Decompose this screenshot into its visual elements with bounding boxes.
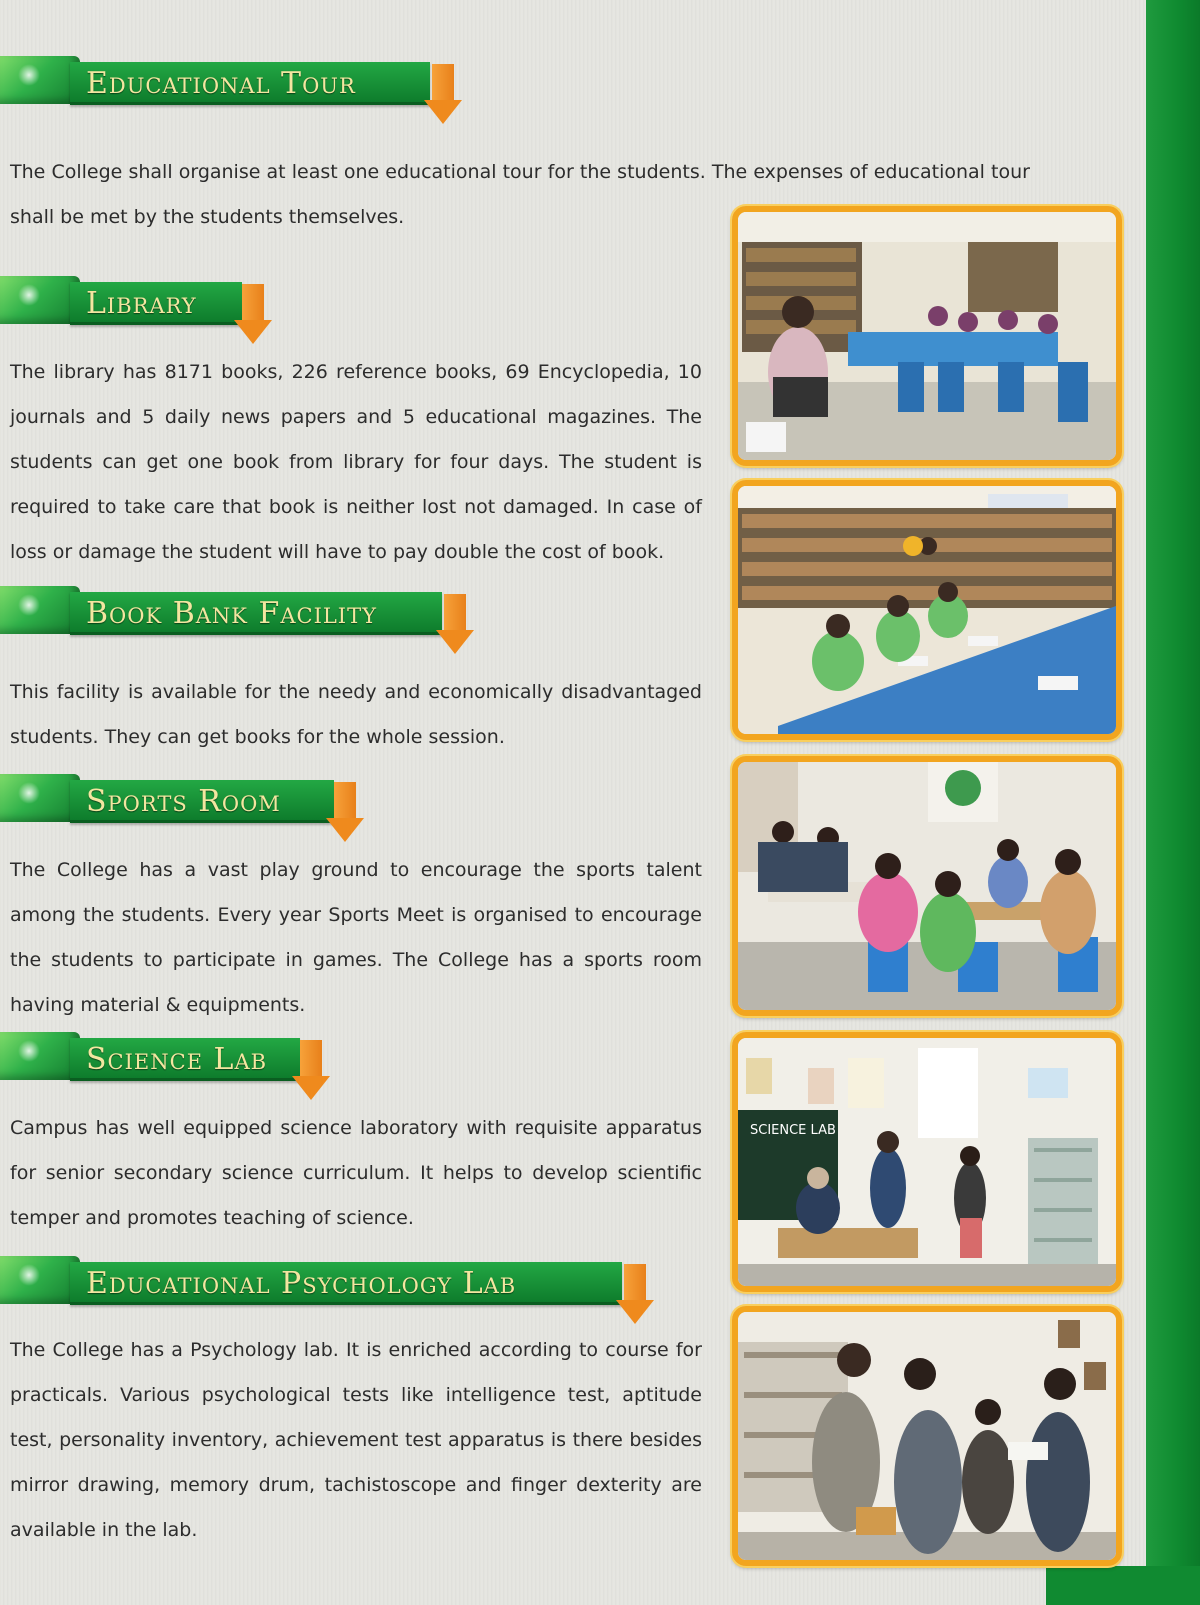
- orange-arrow-down-icon: [424, 100, 462, 124]
- section-text-book-bank: This facility is available for the needy and economically disadvantaged students. They can get books for the whole session.: [10, 681, 702, 748]
- orange-arrow-down-icon: [436, 630, 474, 654]
- section-banner-science-lab: [0, 1030, 340, 1082]
- orange-arrow-down-icon: [292, 1076, 330, 1100]
- section-banner-psychology-lab: [0, 1254, 660, 1306]
- section-text-psychology-lab: The College has a Psychology lab. It is enriched according to course for practicals. Various psychological tests like intelligence test, aptitude test, personality inventory, achievement test apparatus is there besides mirror drawing, memory drum, tachistoscope and finger dexterity are available in the lab.: [10, 1339, 702, 1541]
- photo-library-reading: [732, 206, 1122, 466]
- green-cube-icon: [0, 774, 80, 822]
- orange-arrow-down-icon: [234, 320, 272, 344]
- section-title: Educational Psychology Lab: [86, 1266, 517, 1301]
- section-banner-educational-tour: [0, 54, 470, 106]
- photo-psychology-lab: [732, 1306, 1122, 1566]
- green-cube-icon: [0, 586, 80, 634]
- green-cube-icon: [0, 276, 80, 324]
- orange-arrow-down-icon: [616, 1300, 654, 1324]
- section-banner-sports-room: [0, 772, 370, 824]
- green-side-strip: [1146, 0, 1200, 1605]
- section-banner-library: [0, 274, 280, 326]
- section-text-library: The library has 8171 books, 226 reference books, 69 Encyclopedia, 10 journals and 5 daily news papers and 5 educational magazines. The students can get one book from library for four days. The student is required to take care that book is neither lost not damaged. In case of loss or damage the student will have to pay double the cost of book.: [10, 361, 702, 563]
- section-banner-book-bank: [0, 584, 480, 636]
- section-text-science-lab: Campus has well equipped science laboratory with requisite apparatus for senior secondary science curriculum. It helps to develop scientific temper and promotes teaching of science.: [10, 1117, 702, 1229]
- green-corner-block: [1046, 1566, 1200, 1605]
- green-cube-icon: [0, 1032, 80, 1080]
- photo-library-book-bank: [732, 480, 1122, 740]
- section-title: Science Lab: [86, 1042, 268, 1077]
- photo-science-lab: [732, 1032, 1122, 1292]
- section-title: Educational Tour: [86, 66, 356, 101]
- section-title: Library: [86, 286, 197, 321]
- section-title: Book Bank Facility: [86, 596, 377, 631]
- science-lab-board-label: SCIENCE LAB: [750, 1123, 836, 1138]
- green-cube-icon: [0, 56, 80, 104]
- orange-arrow-down-icon: [326, 818, 364, 842]
- section-text-sports-room: The College has a vast play ground to encourage the sports talent among the students. Every year Sports Meet is organised to encourage the students to participate in games. The College has a sports room having material & equipments.: [10, 859, 702, 1016]
- photo-sports-room-chess: [732, 756, 1122, 1016]
- section-title: Sports Room: [86, 784, 281, 819]
- green-cube-icon: [0, 1256, 80, 1304]
- section-text-educational-tour: The College shall organise at least one educational tour for the students. The expenses of educational tour shall be met by the students themselves.: [10, 161, 1030, 228]
